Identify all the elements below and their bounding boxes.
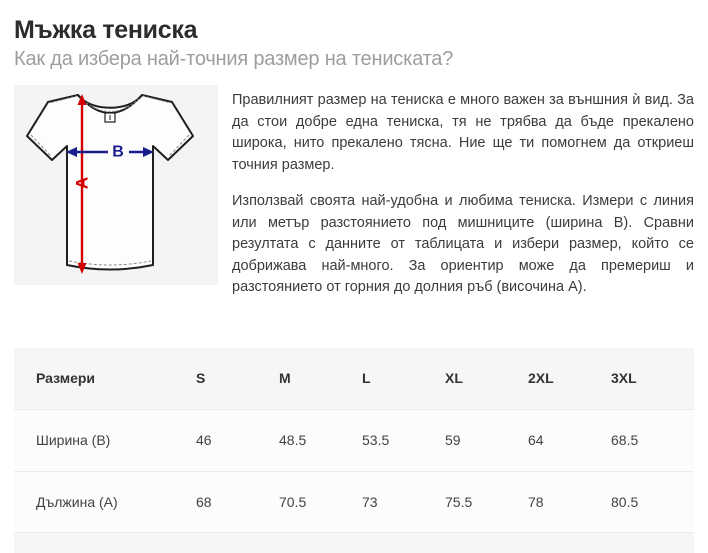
page-title: Мъжка тениска (14, 16, 198, 44)
size-table-header-row (14, 348, 694, 409)
size-value: 68 (196, 493, 212, 510)
size-value: 46 (196, 432, 212, 448)
length-label: A (72, 176, 92, 190)
width-label: B (112, 143, 124, 161)
size-value: 53.5 (362, 432, 390, 448)
intro-paragraph-2: Използвай своята най-удобна и любима тениска. Измери с линия или метър разстоянието под мишниците (ширина B). Сравни резултата с данните от таблицата и избери размер, който се добрижава най-много. За ориентир може да премериш и разстоянието от горния до долния ръб (височина A). (232, 193, 694, 295)
tshirt-outline (27, 95, 193, 270)
tshirt-measurement-diagram (14, 85, 218, 285)
tshirt-diagram-svg (14, 85, 218, 285)
size-column-header: L (362, 370, 371, 386)
size-value: 48.5 (279, 432, 307, 448)
size-value: 70.5 (279, 493, 307, 510)
size-column-header: 3XL (611, 370, 637, 386)
row-label: Дължина (A) (36, 493, 118, 510)
size-value: 80.5 (611, 493, 639, 510)
size-table-header-label: Размери (36, 370, 96, 386)
intro-paragraph-1: Правилният размер на тениска е много важен за външния ѝ вид. За да стои добре една тениска, тя не трябва да бъде прекалено широка, нито прекалено тясна. Ние ще ти помогнем да откриеш точния размер. (232, 92, 694, 173)
page-subtitle: Как да избера най-точния размер на тениската? (14, 48, 454, 70)
size-value: 73 (362, 493, 378, 510)
size-value: 68.5 (611, 432, 639, 448)
size-value: 75.5 (445, 493, 473, 510)
size-column-header: 2XL (528, 370, 554, 386)
row-label: Ширина (B) (36, 432, 111, 448)
intro-text (232, 85, 694, 314)
table-row-length (14, 471, 694, 533)
size-value: 59 (445, 432, 461, 448)
table-row-width (14, 409, 694, 471)
size-value: 64 (528, 432, 544, 448)
size-column-header: S (196, 370, 206, 386)
size-guide-page (0, 16, 708, 553)
size-table (14, 348, 694, 553)
size-column-header: M (279, 370, 291, 386)
size-column-header: XL (445, 370, 463, 386)
size-value: 78 (528, 493, 544, 510)
content-row (14, 85, 694, 314)
